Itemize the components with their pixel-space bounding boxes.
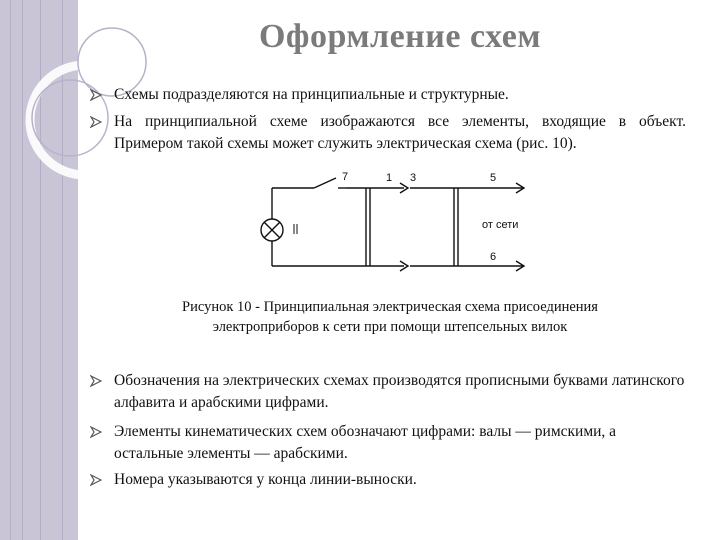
label-6: 6 [490,251,497,263]
label-1: 1 [386,172,393,184]
mains-label: от сети [482,219,519,231]
arrow-bullet-icon [90,375,102,387]
label-5: 5 [490,172,497,184]
label-3: 3 [410,172,417,184]
arrow-bullet-icon [90,116,102,128]
sidebar-stripe [10,0,11,540]
sidebar-stripe [62,0,63,540]
bullet-text: Обозначения на электрических схемах производятся прописными буквами латинского алфавита и арабскими цифрами. [114,372,685,411]
sidebar-stripe [22,0,23,540]
figure-caption-line1: Рисунок 10 - Принципиальная электрическая схема присоединения [182,299,598,315]
lamp-icon [261,219,283,241]
bullet-text: Элементы кинематических схем обозначают цифрами: валы — римскими, а остальные элементы — арабскими. [114,423,617,462]
arrow-bullet-icon [90,89,102,101]
label-7: 7 [342,171,349,183]
arrow-bullet-icon [90,426,102,438]
slide-title: Оформление схем [258,18,541,55]
arrow-bullet-icon [90,474,102,486]
figure-caption-line2: электроприборов к сети при помощи штепсельных вилок [212,319,568,335]
bullet-text: Номера указываются у конца линии-выноски. [114,471,417,488]
circuit-diagram [258,168,548,280]
bullet-text: На принципиальной схеме изображаются все элементы, входящие в объект. Примером такой схемы может служить электрическая схема (рис. 10). [114,113,686,152]
bullet-text: Схемы подразделяются на принципиальные и структурные. [114,86,509,103]
sidebar-panel [0,0,78,540]
sidebar-stripe [40,0,41,540]
